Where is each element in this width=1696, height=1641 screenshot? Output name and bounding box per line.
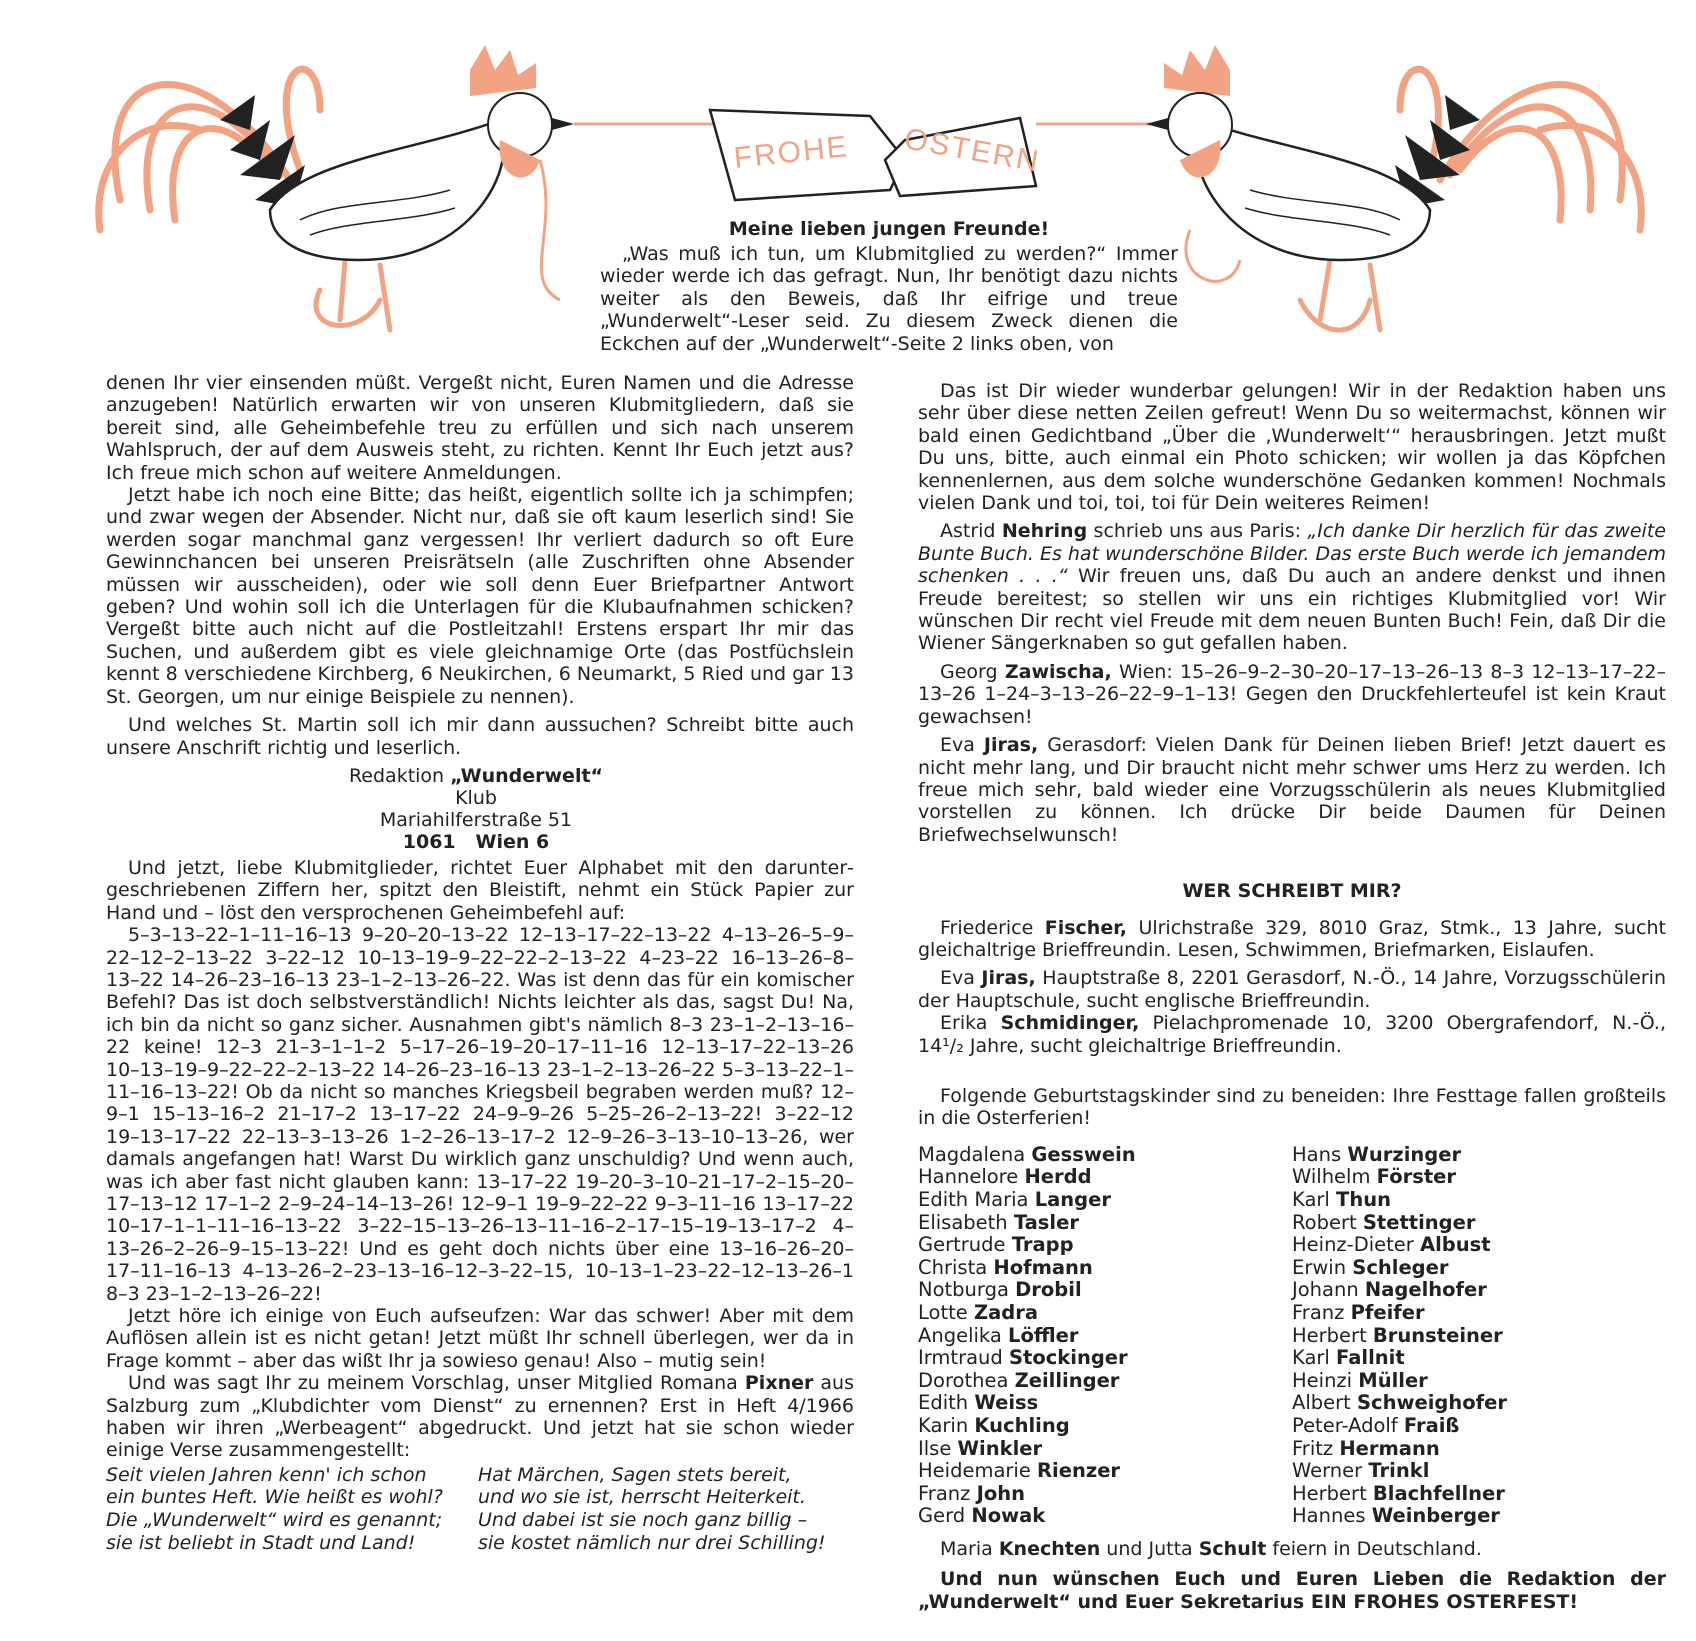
address-line-4: 1061 Wien 6 <box>402 830 550 853</box>
last-name: Thun <box>1336 1187 1391 1211</box>
birthday-name <box>1292 1302 1666 1325</box>
right-column <box>918 380 1666 1613</box>
first-name: Astrid <box>940 520 996 543</box>
last-name: Rienzer <box>1037 1459 1121 1483</box>
address-line-3: Mariahilferstraße 51 <box>379 808 573 831</box>
birthday-name <box>918 1302 1292 1325</box>
birthday-name <box>1292 1438 1666 1461</box>
last-name: Zawischa, <box>1004 660 1112 683</box>
last-name: Zadra <box>973 1300 1038 1324</box>
address-prefix: Redaktion <box>348 764 445 787</box>
poet-name: Pixner <box>744 1372 814 1395</box>
first-name: Edith Maria <box>918 1187 1029 1211</box>
greeting-heading: Meine lieben jungen Freunde! <box>728 218 1050 240</box>
poem-line: Und dabei ist sie noch ganz billig – <box>478 1509 808 1532</box>
closing-wishes: Und nun wünschen Euch und Euren Lieben die Redaktion der „Wunderwelt“ und Euer Sekretarius EIN FROHES OSTERFEST! <box>918 1568 1666 1613</box>
penpal-entry <box>918 1012 1666 1057</box>
first-name: Johann <box>1292 1278 1359 1302</box>
last-name: Fischer, <box>1044 916 1128 939</box>
poet-text-a: Und was sagt Ihr zu meinem Vorschlag, unser Mitglied Romana <box>128 1372 738 1395</box>
last-name: Trapp <box>1011 1233 1074 1257</box>
birthday-name <box>918 1460 1292 1483</box>
first-name: Albert <box>1292 1391 1351 1415</box>
last-name: Fallnit <box>1336 1346 1405 1370</box>
first-name: Angelika <box>918 1323 1002 1347</box>
last-name: Winkler <box>957 1436 1043 1460</box>
birthday-name <box>1292 1415 1666 1438</box>
text: Hauptstraße 8, 2201 Gerasdorf, N.-Ö., 14 Jahre, Vorzugsschülerin der Hauptschule, sucht englische Brieffreundin. <box>918 967 1666 1012</box>
birthday-name <box>918 1144 1292 1167</box>
poem-line: sie kostet nämlich nur drei Schilling! <box>478 1531 826 1554</box>
paragraph-address-request: Und welches St. Martin soll ich mir dann aussuchen? Schreibt bitte auch unsere Anschrift richtig und leserlich. <box>106 714 854 759</box>
first-name: Fritz <box>1292 1436 1334 1460</box>
last-name: Nehring <box>1001 520 1088 543</box>
birthday-name <box>918 1438 1292 1461</box>
last-name: Drobil <box>1015 1278 1082 1302</box>
pen-pal-heading: WER SCHREIBT MIR? <box>1182 880 1402 903</box>
first-name: Hannes <box>1292 1504 1366 1528</box>
first-name: Heinzi <box>1292 1368 1353 1392</box>
poem-line: Hat Märchen, Sagen stets bereit, <box>478 1463 792 1486</box>
first-name: Erwin <box>1292 1255 1347 1279</box>
birthday-name <box>918 1257 1292 1280</box>
last-name: Wurzinger <box>1347 1142 1462 1166</box>
paragraph-membership: denen Ihr vier einsenden müßt. Vergeßt nicht, Euren Namen und die Adresse anzugeben! Natürlich erwarten wir von unseren Klubmitgliedern, daß sie bereit sind, alle Geheimbefehle treu zu erfüllen und sich nach unserem Wahlspruch, der auf dem Ausweis steht, zu richten. Kennt Ihr Euch jetzt aus? Ich freue mich schon auf weitere Anmeldungen. <box>106 372 854 484</box>
first-name: Eva <box>940 734 975 757</box>
address-line-2: Klub <box>455 786 497 809</box>
birthday-name <box>918 1189 1292 1212</box>
last-name: Pfeifer <box>1350 1300 1425 1324</box>
birthday-name <box>1292 1370 1666 1393</box>
birthday-name <box>1292 1279 1666 1302</box>
text: feiern in Deutschland. <box>1272 1537 1482 1560</box>
first-name: Franz <box>918 1481 971 1505</box>
poem-line: Seit vielen Jahren kenn' ich schon <box>106 1463 427 1486</box>
last-name: Stockinger <box>1008 1346 1128 1370</box>
birthday-list-left <box>918 1144 1292 1528</box>
last-name: Langer <box>1034 1187 1111 1211</box>
birthday-name <box>1292 1392 1666 1415</box>
last-name: Löffler <box>1008 1323 1079 1347</box>
last-name: Jiras, <box>981 967 1036 990</box>
first-name: Karin <box>918 1413 969 1437</box>
poet-text-c: aus Salzburg zum „Klubdichter vom Dienst“ zu ernennen? Erst in Heft 4/1966 haben wir ihren „Werbeagent“ abgedruckt. Und jetzt hat sie schon wieder einige Verse zusammengestellt: <box>106 1372 854 1462</box>
first-name: Werner <box>1292 1459 1363 1483</box>
quote: „Ich danke Dir herzlich für das zweite Bunte Buch. Es hat wunderschöne Bilder. Das erste Buch werde ich jemandem schenken . . .“ <box>918 520 1666 588</box>
right-rooster-body <box>1196 120 1430 260</box>
paragraph-eva <box>918 734 1666 846</box>
last-name: Weinberger <box>1371 1504 1500 1528</box>
last-name: Müller <box>1358 1368 1428 1392</box>
first-name: Peter-Adolf <box>1292 1413 1398 1437</box>
last-name: Zeillinger <box>1014 1368 1120 1392</box>
birthday-name <box>918 1234 1292 1257</box>
birthday-intro: Folgende Geburtstagskinder sind zu beneiden: Ihre Festtage fallen großteils in die Osterferien! <box>918 1084 1666 1130</box>
last-name: Trinkl <box>1368 1459 1430 1483</box>
last-name: Weiss <box>974 1391 1039 1415</box>
left-rooster-body <box>270 120 504 260</box>
birthday-name <box>1292 1144 1666 1167</box>
editorial-address <box>296 765 656 853</box>
birthday-name <box>918 1166 1292 1189</box>
birthday-name <box>1292 1234 1666 1257</box>
last-name: Tasler <box>1013 1210 1079 1234</box>
birthday-list-right <box>1292 1144 1666 1528</box>
first-name: Irmtraud <box>918 1346 1003 1370</box>
last-name: Hofmann <box>993 1255 1093 1279</box>
last-name: Kuchling <box>974 1413 1070 1437</box>
first-name: Franz <box>1292 1300 1345 1324</box>
last-name: Herdd <box>1024 1165 1092 1189</box>
birthday-name <box>1292 1189 1666 1212</box>
first-name: Georg <box>940 660 998 683</box>
birthday-name <box>1292 1505 1666 1528</box>
first-name: Hannelore <box>918 1165 1019 1189</box>
first-name: Maria <box>940 1537 993 1560</box>
paragraph-reply-poet: Das ist Dir wieder wunderbar gelungen! Wir in der Redaktion haben uns sehr über diese netten Zeilen gefreut! Wenn Du so weitermachst, können wir bald einen Gedichtband „Über die ‚Wunderwelt‘“ herausbringen. Jetzt mußt Du uns, bitte, auch einmal ein Photo schicken; wir wollen ja das Köpfchen kennenlernen, aus dem solche wunderschöne Gedanken kommen! Nochmals vielen Dank und toi, toi, toi für Dein weiteres Reimen! <box>918 380 1666 515</box>
last-name: Knechten <box>998 1537 1101 1560</box>
first-name: Christa <box>918 1255 988 1279</box>
poem-stanza-right <box>478 1464 828 1554</box>
birthday-name <box>918 1347 1292 1370</box>
first-name: Gertrude <box>918 1233 1006 1257</box>
birthday-name <box>918 1370 1292 1393</box>
last-name: Nowak <box>971 1504 1046 1528</box>
birthday-name <box>1292 1483 1666 1506</box>
poem-line: sie ist beliebt in Stadt und Land! <box>106 1531 416 1554</box>
birthday-name <box>918 1325 1292 1348</box>
last-name: Brunsteiner <box>1372 1323 1503 1347</box>
last-name: Jiras, <box>983 734 1039 757</box>
last-name: Blachfellner <box>1372 1481 1505 1505</box>
birthday-name <box>1292 1325 1666 1348</box>
poem-stanza-left <box>106 1464 456 1554</box>
paragraph-astrid <box>918 520 1666 654</box>
germany-line <box>918 1538 1666 1560</box>
sign-left-text: FROHE <box>732 130 851 175</box>
birthday-list <box>918 1144 1666 1528</box>
paragraph-poet <box>106 1372 854 1462</box>
last-name: Schleger <box>1352 1255 1449 1279</box>
text: Pielachpromenade 10, 3200 Obergrafendorf, N.-Ö., 14¹/₂ Jahre, sucht gleichaltrige Brieffreundin. <box>918 1012 1666 1057</box>
intro-block <box>600 218 1178 355</box>
poem-line: Die „Wunderwelt“ wird es genannt; <box>106 1509 443 1532</box>
last-name: Schweighofer <box>1357 1391 1507 1415</box>
birthday-name <box>1292 1166 1666 1189</box>
birthday-name <box>918 1505 1292 1528</box>
birthday-name <box>918 1392 1292 1415</box>
paragraph-cipher-intro: Und jetzt, liebe Klubmitglieder, richtet Euer Alphabet mit den daruntergeschriebenen Ziffern her, spitzt den Bleistift, nehmt ein Stück Papier zur Hand und – löst den versprochenen Geheimbefehl auf: <box>106 856 854 924</box>
birthday-name <box>1292 1347 1666 1370</box>
poem-line: ein buntes Heft. Wie heißt es wohl? <box>106 1486 443 1509</box>
text: Gerasdorf: Vielen Dank für Deinen lieben Brief! Jetzt dauert es nicht mehr lang, und Dir braucht nicht mehr schwer ums Herz zu werden. Ich freue mich sehr, bald wieder eine Vorzugsschülerin als neues Klubmitglied vorstellen zu können. Ich drücke Dir beide Daumen für Deinen Briefwechselwunsch! <box>918 734 1667 846</box>
paragraph-georg <box>918 661 1666 728</box>
last-name: Hermann <box>1339 1436 1440 1460</box>
text: und Jutta <box>1106 1537 1193 1560</box>
birthday-name <box>918 1279 1292 1302</box>
intro-text: „Was muß ich tun, um Klubmitglied zu werden?“ Immer wieder werde ich das gefragt. Nun, Ihr benötigt dazu nichts weiter als den Beweis, daß Ihr eifrige und treue „Wunderwelt“-Leser seid. Zu diesem Zweck dienen die Eckchen auf der „Wunderwelt“-Seite 2 links oben, von <box>600 242 1178 355</box>
birthday-name <box>918 1483 1292 1506</box>
first-name: Lotte <box>918 1300 968 1324</box>
first-name: Eva <box>940 967 975 990</box>
penpal-entry <box>918 967 1666 1012</box>
first-name: Friederice <box>940 916 1034 939</box>
left-column <box>106 372 854 1554</box>
text: Wien: 15–26–9–2–30–20–17–13–26–13 8–3 12–13–17–22–13–26 1–24–3–13–26–22–9–1–13! Gegen den Druckfehlerteufel ist kein Kraut gewachsen! <box>918 660 1667 728</box>
birthday-name <box>918 1415 1292 1438</box>
first-name: Dorothea <box>918 1368 1009 1392</box>
birthday-name <box>1292 1212 1666 1235</box>
first-name: Karl <box>1292 1346 1330 1370</box>
paragraph-sender-request: Jetzt habe ich noch eine Bitte; das heißt, eigentlich sollte ich ja schimpfen; und zwar wegen der Absender. Nicht nur, daß sie oft kaum leserlich sind! Sie werden sogar manchmal ganz vergessen! Ihr verliert dadurch so oft Eure Gewinnchancen bei unseren Preisrätseln (alle Zuschriften ohne Absender müssen wir ausscheiden), oder wie soll denn Euer Briefpartner Antwort geben? Und wohin soll ich die Unterlagen für die Klubaufnahmen schicken? Vergeßt bitte auch nicht auf die Postleitzahl! Erstens erspart Ihr mir das Suchen, und außerdem gibt es viele gleichnamige Orte (das Postfüchslein kennt 8 verschiedene Kirchberg, 6 Neukirchen, 6 Neumarkt, 5 Ried und gar 13 St. Georgen, um nur einige Beispiele zu nennen). <box>106 484 854 708</box>
paragraph-sigh: Jetzt höre ich einige von Euch aufseufzen: War das schwer! Aber mit dem Auflösen allein ist es nicht getan! Jetzt müßt Ihr schnell überlegen, wer da in Frage kommt – aber das wißt Ihr ja sowieso genau! Also – mutig sein! <box>106 1305 854 1372</box>
first-name: Wilhelm <box>1292 1165 1371 1189</box>
text: schrieb uns aus Paris: <box>1093 520 1302 543</box>
cipher-text: 5–3–13–22–1–11–16–13 9–20–20–13–22 12–13–17–22–13–22 4–13–26–5–9–22–12–2–13–22 3–22–12 10–13–19–9–22–22–2–13–22 4–23–22 16–13–26–8–13–22 14–26–23–16–13 23–1–2–13–26–22. Was ist denn das für ein komischer Befehl? Das ist doch selbstverständlich! Nichts leichter als das, sagst Du! Na, ich bin da nicht so ganz sicher. Ausnahmen gibt's nämlich 8–3 23–1–2–13–16–22 keine! 12–3 21–3–1–1–2 5–17–26–19–20–17–11–16 12–13–17–22–13–26 10–13–19–9–22–22–2–13–22 14–26–23–16–13 23–1–2–13–26–22 5–3–13–22–1–11–16–13–22! Ob da nicht so manches Kriegsbeil begraben werden muß? 12–9–1 15–13–16–2 21–17–2 13–17–22 24–9–9–26 5–25–26–2–13–22! 3–22–12 19–13–17–22 22–13–3–13–26 1–2–26–13–17–2 12–9–26–3–13–10–13–26, wer damals angefangen hat! Warst Du wirklich ganz unschuldig? Und wenn auch, was ich aber fast nicht glauben kann: 13–17–22 19–20–3–10–21–17–2–15–20–17–13–12 17–1–2 2–9–24–14–13–26! 12–9–1 19–9–22–22 9–3–11–16 13–17–22 10–17–1–1–11–16–13–22 3–22–15–13–26–13–11–16–2–17–15–19–13–17–2 4–13–26–2–26–9–15–13–22! Und es geht doch nichts über eine 13–16–26–20–17–11–16–13 4–13–26–2–23–13–16–12–3–22–15, 10–13–1–23–22–12–13–26–1 8–3 23–1–2–13–26–22! <box>106 924 854 1305</box>
last-name: Albust <box>1420 1233 1491 1257</box>
first-name: Heidemarie <box>918 1459 1031 1483</box>
first-name: Erika <box>940 1012 988 1035</box>
text: Ulrichstraße 329, 8010 Graz, Stmk., 13 Jahre, sucht gleichaltrige Brieffreundin. Lesen, Schwimmen, Briefmarken, Eislaufen. <box>918 916 1666 961</box>
last-name: Schult <box>1198 1537 1267 1560</box>
text: Wir freuen uns, daß Du auch an andere denkst und ihnen Freude bereitest; so stellen wir uns ein richtiges Klubmitglied vor! Wir wünschen Dir recht viel Freude mit dem neuen Bunten Buch! Fein, daß Dir die Wiener Sängerknaben so gut gefallen haben. <box>918 565 1666 655</box>
poem-line: und wo sie ist, herrscht Heiterkeit. <box>478 1486 806 1509</box>
first-name: Ilse <box>918 1436 952 1460</box>
last-name: Förster <box>1376 1165 1456 1189</box>
birthday-name <box>1292 1460 1666 1483</box>
last-name: Stettinger <box>1362 1210 1476 1234</box>
first-name: Edith <box>918 1391 969 1415</box>
poem <box>106 1464 854 1554</box>
address-name: „Wunderwelt“ <box>450 764 604 787</box>
last-name: John <box>976 1481 1025 1505</box>
first-name: Herbert <box>1292 1323 1367 1347</box>
last-name: Nagelhofer <box>1364 1278 1487 1302</box>
birthday-name <box>918 1212 1292 1235</box>
first-name: Magdalena <box>918 1142 1026 1166</box>
birthday-name <box>1292 1257 1666 1280</box>
first-name: Elisabeth <box>918 1210 1008 1234</box>
sign-right-text: OSTERN <box>901 122 1043 179</box>
first-name: Notburga <box>918 1278 1009 1302</box>
first-name: Robert <box>1292 1210 1357 1234</box>
address-line-1 <box>296 765 656 787</box>
first-name: Heinz-Dieter <box>1292 1233 1414 1257</box>
penpal-entry <box>918 917 1666 962</box>
first-name: Herbert <box>1292 1481 1367 1505</box>
last-name: Gesswein <box>1031 1142 1136 1166</box>
last-name: Fraiß <box>1403 1413 1460 1437</box>
first-name: Karl <box>1292 1187 1330 1211</box>
frohe-ostern-sign <box>710 110 1042 200</box>
last-name: Schmidinger, <box>1000 1012 1140 1035</box>
first-name: Gerd <box>918 1504 966 1528</box>
first-name: Hans <box>1292 1142 1342 1166</box>
